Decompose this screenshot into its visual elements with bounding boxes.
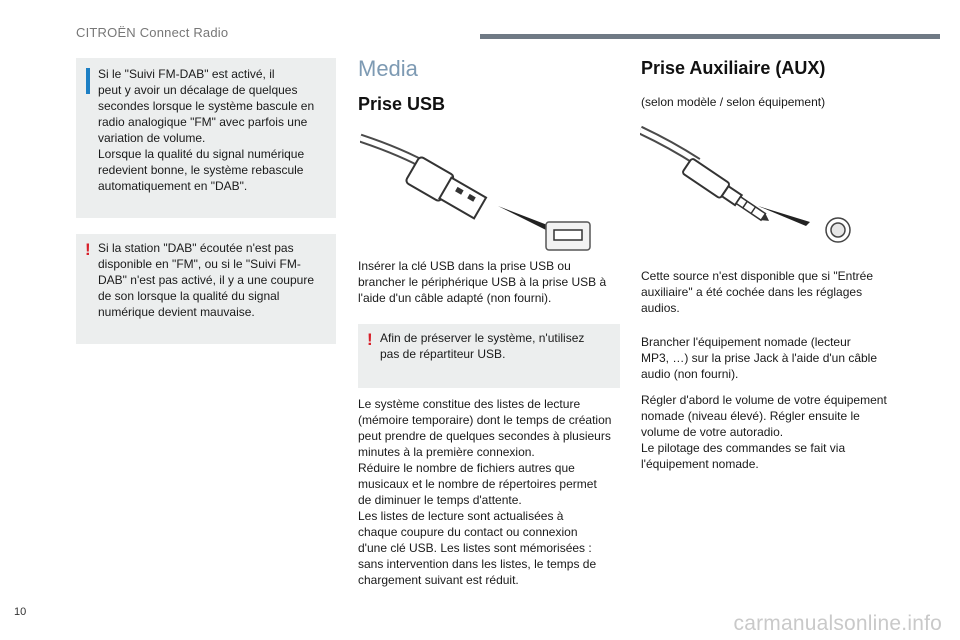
usb-plug [405,156,488,221]
aux-illustration [640,124,860,254]
jack-plug [682,158,774,228]
warning-note-text: Si la station "DAB" écoutée n'est pas disponible en "FM", ou si le "Suivi FM- DAB" n'est pas activé, il y a une coupure de son lorsque la qualité du signal numérique devient mauvaise. [98,241,314,319]
watermark: carmanualsonline.info [733,612,942,635]
section-title: Media [358,56,418,81]
page-number: 10 [14,606,27,618]
usb-heading: Prise USB [358,94,446,114]
usb-warning-text: Afin de préserver le système, n'utilisez pas de répartiteur USB. [380,331,585,361]
aux-paragraph-3: Régler d'abord le volume de votre équipement nomade (niveau élevé). Régler ensuite le volume de votre autoradio. Le pilotage des commandes se fait via l'équipement nomade. [641,393,887,471]
info-note-text: Si le "Suivi FM-DAB" est activé, il peut y avoir un décalage de quelques secondes lorsque le système bascule en radio analogique "FM" avec parfois une variation de volume. Lorsque la qualité du signal numérique redevient bonne, le système rebascule automatiquement en "DAB". [98,67,315,193]
info-note [76,58,336,218]
warning-note [76,234,336,344]
usb-paragraph-1: Insérer la clé USB dans la prise USB ou brancher le périphérique USB à la prise USB à l'aide d'un câble adapté (non fourni). [358,259,607,305]
header-title: CITROËN Connect Radio [76,25,229,40]
header-bar [480,34,940,39]
usb-port [546,222,590,250]
aux-paragraph-2: Brancher l'équipement nomade (lecteur MP3, …) sur la prise Jack à l'aide d'un câble audio (non fourni). [641,335,878,381]
warning-icon: ! [367,330,373,349]
aux-subtitle: (selon modèle / selon équipement) [641,95,826,109]
aux-paragraph-1: Cette source n'est disponible que si "Entrée auxiliaire" a été cochée dans les réglages audios. [641,269,874,315]
usb-warning-note [358,324,620,388]
warning-icon: ! [85,240,91,259]
usb-arrow [498,206,550,230]
info-icon [86,68,90,94]
usb-paragraph-2: Le système constitue des listes de lecture (mémoire temporaire) dont le temps de création peut prendre de quelques secondes à plusieurs minutes à la première connexion. Réduire le nombre de fichiers autres que musicaux et le nombre de répertoires permet de diminuer le temps d'attente. Les listes de lecture sont actualisées à chaque coupure du contact ou connexion d'une clé USB. Les listes sont mémorisées : sans intervention dans les listes, le temps de chargement suivant est réduit. [358,397,612,587]
usb-illustration [360,126,600,256]
aux-heading: Prise Auxiliaire (AUX) [641,58,826,78]
aux-port [826,218,850,242]
